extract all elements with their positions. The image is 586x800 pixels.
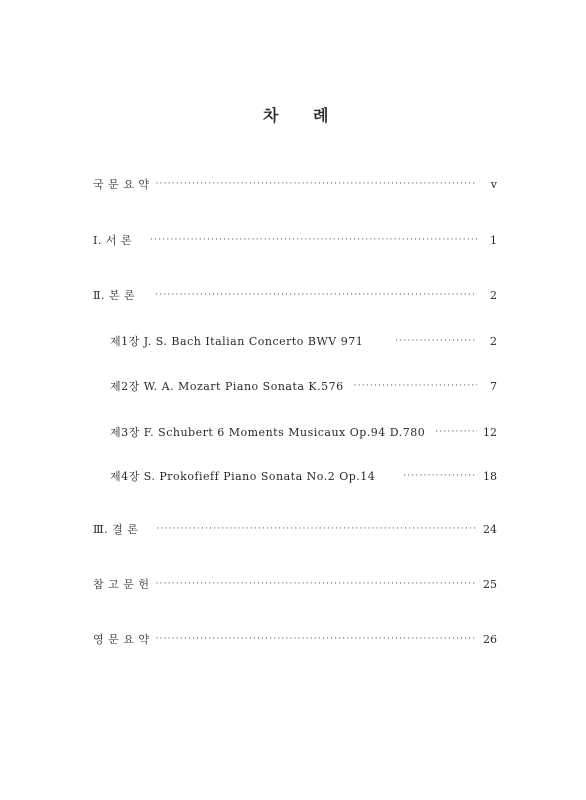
toc-entry-label: 국 문 요 약 [93, 178, 150, 191]
toc-entry-label: 참 고 문 헌 [93, 578, 150, 591]
toc-entry-page: 2 [490, 288, 497, 302]
page-title-char-2: 례 [313, 106, 329, 125]
toc-entry-label: 제2장 W. A. Mozart Piano Sonata K.576 [110, 380, 344, 393]
toc-entry-page: 7 [490, 379, 497, 393]
toc-entry-page: 24 [483, 522, 497, 536]
toc-entry-page: 26 [483, 632, 497, 646]
dot-leader [156, 633, 478, 645]
toc-entry-label: Ⅰ. 서 론 [93, 234, 133, 247]
toc-entry-label: 제3장 F. Schubert 6 Moments Musicaux Op.94 D.780 [110, 426, 426, 439]
toc-entry-page: 25 [483, 577, 497, 591]
toc-entry-label: 제1장 J. S. Bach Italian Concerto BWV 971 [110, 335, 364, 348]
dot-leader [156, 178, 478, 190]
toc-entry-label: Ⅲ. 결 론 [93, 523, 139, 536]
toc-entry-chapter-1[interactable] [110, 333, 497, 349]
dot-leader [156, 523, 477, 535]
toc-entry-label: Ⅱ. 본 론 [93, 289, 136, 302]
toc-entry-conclusion[interactable] [93, 521, 497, 537]
toc-entry-introduction[interactable] [93, 232, 497, 248]
toc-entry-page: 12 [483, 425, 497, 439]
toc-entry-english-abstract[interactable] [93, 631, 497, 647]
dot-leader [150, 234, 477, 246]
toc-entry-label: 영 문 요 약 [93, 633, 150, 646]
toc-entry-references[interactable] [93, 576, 497, 592]
dot-leader [354, 380, 477, 392]
toc-entry-page: 18 [483, 469, 497, 483]
toc-entry-korean-abstract[interactable] [93, 176, 497, 192]
dot-leader [435, 426, 477, 438]
toc-entry-chapter-4[interactable] [110, 468, 497, 484]
dot-leader [403, 470, 477, 482]
dot-leader [156, 578, 478, 590]
toc-entry-page: 1 [490, 233, 497, 247]
toc-entry-page: v [490, 177, 497, 191]
toc-entry-chapter-3[interactable] [110, 424, 497, 440]
toc-entry-main-body[interactable] [93, 287, 497, 303]
dot-leader [155, 289, 477, 301]
toc-entry-label: 제4장 S. Prokofieff Piano Sonata No.2 Op.14 [110, 470, 376, 483]
dot-leader [395, 335, 477, 347]
page-title-char-1: 차 [263, 106, 279, 125]
toc-entry-page: 2 [490, 334, 497, 348]
toc-entry-chapter-2[interactable] [110, 378, 497, 394]
